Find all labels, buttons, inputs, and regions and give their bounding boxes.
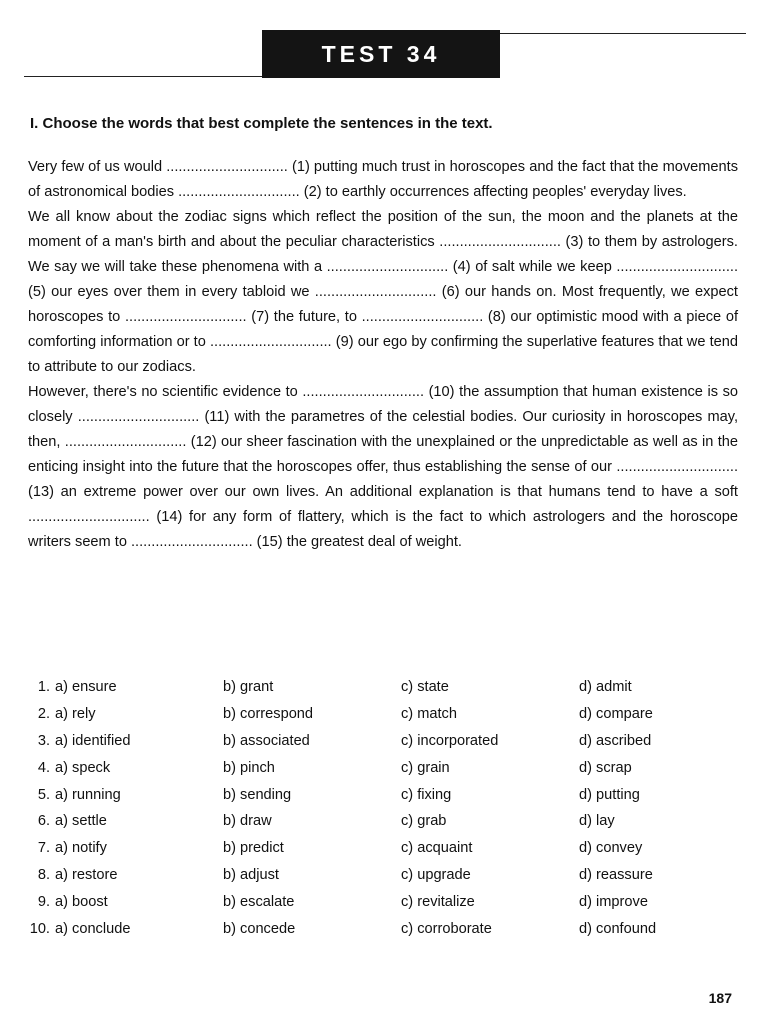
option-a: a) rely <box>55 706 96 723</box>
option-a: a) conclude <box>55 920 131 937</box>
answer-options <box>22 674 742 942</box>
option-a: a) ensure <box>55 679 117 696</box>
option-a: a) running <box>55 786 121 803</box>
option-c: c) incorporated <box>401 732 499 749</box>
question-number: 3. <box>37 732 50 749</box>
option-b: b) draw <box>223 813 272 830</box>
option-d: d) lay <box>579 813 615 830</box>
option-d: d) improve <box>579 893 648 910</box>
option-d: d) ascribed <box>579 732 652 749</box>
option-c: c) upgrade <box>401 866 471 883</box>
question-number: 7. <box>37 840 50 857</box>
option-c: c) grain <box>401 759 450 776</box>
option-a: a) boost <box>55 893 108 910</box>
question-number: 6. <box>37 813 50 830</box>
option-c: c) revitalize <box>401 893 475 910</box>
option-b: b) predict <box>223 840 284 857</box>
option-d: d) compare <box>579 706 653 723</box>
question-number: 9. <box>37 893 50 910</box>
option-row <box>22 701 742 728</box>
question-number: 8. <box>37 866 50 883</box>
passage-paragraph: However, there's no scientific evidence to .............................. (10) the assumption that human existence is so closely .............................. (11) with the parametres of the celestial bodies. Our curiosity in horoscopes may, then, .............................. (12) our sheer fascination with the unexplained or the unpredictable as well as in the enticing insight into the future that the horoscopes offer, thus establishing the sense of our .............................. (13) an extreme power over our own lives. An additional explanation is that humans tend to have a soft .............................. (14) for any form of flattery, which is the fact to which astrologers and the horoscope writers seem to .............................. (15) the greatest deal of weight. <box>28 384 738 550</box>
option-d: d) reassure <box>579 866 653 883</box>
passage-paragraph: We all know about the zodiac signs which reflect the position of the sun, the moon and the planets at the moment of a man's birth and about the peculiar characteristics .............................. (3) to them by astrologers. We say we will take these phenomena with a .............................. (4) of salt while we keep .............................. (5) our eyes over them in every tabloid we .............................. (6) our hands on. Most frequently, we expect horoscopes to .............................. (7) the future, to .............................. (8) our optimistic mood with a piece of comforting information or to .............................. (9) our ego by confirming the superlative features that we tend to attribute to our zodiacs. <box>28 209 738 375</box>
option-row <box>22 862 742 889</box>
section-instruction: I. Choose the words that best complete the sentences in the text. <box>30 115 493 132</box>
option-b: b) escalate <box>223 893 295 910</box>
option-b: b) correspond <box>223 706 314 723</box>
header-rule-right <box>500 33 746 34</box>
option-d: d) convey <box>579 840 643 857</box>
question-number: 1. <box>37 679 50 696</box>
option-a: a) settle <box>55 813 107 830</box>
option-a: a) speck <box>55 759 111 776</box>
header-rule-left <box>24 76 264 77</box>
question-number: 4. <box>37 759 50 776</box>
option-b: b) sending <box>223 786 292 803</box>
option-a: a) identified <box>55 732 131 749</box>
option-c: c) corroborate <box>401 920 492 937</box>
option-d: d) scrap <box>579 759 632 776</box>
option-row <box>22 915 742 942</box>
option-c: c) acquaint <box>401 840 473 857</box>
option-b: b) adjust <box>223 866 279 883</box>
option-b: b) concede <box>223 920 296 937</box>
option-c: c) grab <box>401 813 447 830</box>
option-row <box>22 674 742 701</box>
option-row <box>22 888 742 915</box>
page-number: 187 <box>708 990 732 1006</box>
option-d: d) confound <box>579 920 657 937</box>
option-row <box>22 808 742 835</box>
option-d: d) admit <box>579 679 632 696</box>
option-c: c) state <box>401 679 449 696</box>
option-b: b) pinch <box>223 759 275 776</box>
option-b: b) associated <box>223 732 310 749</box>
option-row <box>22 754 742 781</box>
question-number: 2. <box>37 706 50 723</box>
option-row <box>22 728 742 755</box>
question-number: 5. <box>37 786 50 803</box>
reading-passage <box>28 155 738 555</box>
question-number: 10. <box>29 920 50 937</box>
option-row <box>22 781 742 808</box>
option-c: c) match <box>401 706 457 723</box>
option-row <box>22 835 742 862</box>
option-a: a) notify <box>55 840 107 857</box>
passage-paragraph: Very few of us would .............................. (1) putting much trust in horoscopes and the fact that the movements of astronomical bodies .............................. (2) to earthly occurrences affecting peoples' everyday lives. <box>28 159 738 200</box>
test-title: TEST 34 <box>262 30 500 78</box>
option-a: a) restore <box>55 866 118 883</box>
option-b: b) grant <box>223 679 274 696</box>
option-c: c) fixing <box>401 786 452 803</box>
option-d: d) putting <box>579 786 640 803</box>
